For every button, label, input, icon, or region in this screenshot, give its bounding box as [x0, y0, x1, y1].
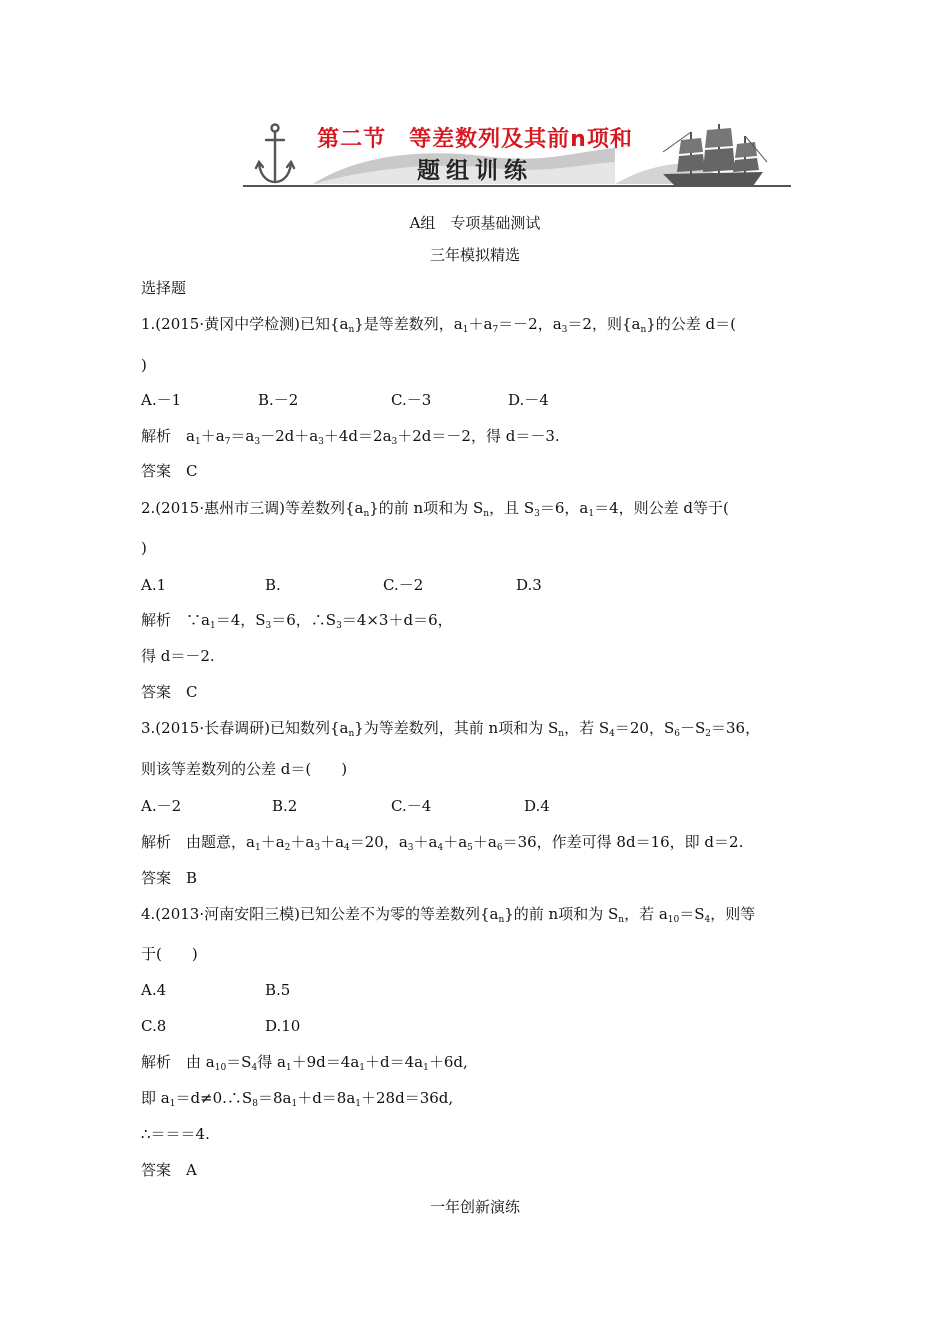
q3-answer: 答案 B: [141, 869, 198, 887]
q3-analysis: 解析 由题意，$a_1+a_2+a_3+a_4=20$，$a_3+a_4+a_5+a_6=36$，作差可得 8d＝16，即 d＝2.: [141, 833, 744, 853]
q1-analysis: 解析 $a_1+a_7=a_3-2d+a_3+4d=2a_3+2d=-2$，得 d＝－3.: [141, 427, 560, 447]
q1-stem-line1: 1.(2015·黄冈中学检测)已知$\{a_n\}$是等差数列，$a_1+a_7=-2$，$a_3=2$，则$\{a_n\}$的公差 d＝(: [141, 315, 737, 335]
q3-stem-line1: 3.(2015·长春调研)已知数列$\{a_n\}$为等差数列，其前 n项和为 $S_n$，若 $S_4=20$，$S_6-S_2=36$，: [141, 719, 761, 739]
q4-analysis-line1: 解析 由 $a_{10}=S_4$得 $a_1+9d=4a_1+d=4a_1+6d$,: [141, 1053, 468, 1073]
q2-analysis-line2: 得 d＝－2.: [141, 647, 215, 665]
q1-option-c: C.－3: [391, 391, 432, 409]
question-type-label: 选择题: [141, 279, 187, 297]
q4-option-d: D.10: [265, 1017, 301, 1035]
q1-stem-line2: ): [141, 356, 147, 374]
q3-option-a: A.－2: [141, 797, 182, 815]
q2-option-b: B.: [265, 576, 281, 594]
q4-answer: 答案 A: [141, 1161, 197, 1179]
q4-stem-line2: 于( ): [141, 945, 198, 963]
q1-option-a: A.－1: [141, 391, 182, 409]
q2-option-a: A.1: [141, 576, 167, 594]
banner-title: 题组训练: [417, 158, 533, 184]
q1-option-d: D.－4: [508, 391, 549, 409]
q4-option-a: A.4: [141, 981, 167, 999]
q2-stem-line1: 2.(2015·惠州市三调)等差数列$\{a_n\}$的前 n项和为 $S_n$，且 $S_3=6$，$a_1=4$，则公差 d等于(: [141, 499, 729, 519]
q2-answer: 答案 C: [141, 683, 198, 701]
q4-analysis-line3: ∴＝＝＝4.: [141, 1125, 210, 1143]
footer-heading: 一年创新演练: [429, 1198, 520, 1216]
q3-option-c: C.－4: [391, 797, 432, 815]
q2-analysis-line1: 解析 $\because a_1=4$，$S_3=6$，$\therefore S_3=4\times 3+d=6$，: [141, 611, 453, 631]
q1-option-b: B.－2: [258, 391, 299, 409]
q4-option-b: B.5: [265, 981, 291, 999]
section-heading: 三年模拟精选: [429, 246, 520, 264]
q4-analysis-line2: 即 $a_1=d\ne 0.\therefore S_8=8a_1+d=8a_1+28d=36d$,: [141, 1089, 454, 1109]
q4-stem-line1: 4.(2013·河南安阳三模)已知公差不为零的等差数列$\{a_n\}$的前 n项和为 $S_n$，若 $a_{10}=S_4$，则等: [141, 905, 756, 925]
q3-stem-line2: 则该等差数列的公差 d＝( ): [141, 760, 348, 778]
q2-stem-line2: ): [141, 539, 147, 557]
group-heading: A组 专项基础测试: [409, 214, 541, 232]
q4-option-c: C.8: [141, 1017, 167, 1035]
q2-option-d: D.3: [516, 576, 542, 594]
q2-option-c: C.－2: [383, 576, 424, 594]
q3-option-b: B.2: [272, 797, 298, 815]
q1-answer: 答案 C: [141, 462, 198, 480]
q3-option-d: D.4: [524, 797, 550, 815]
chapter-title: 第二节 等差数列及其前n项和: [317, 127, 633, 152]
